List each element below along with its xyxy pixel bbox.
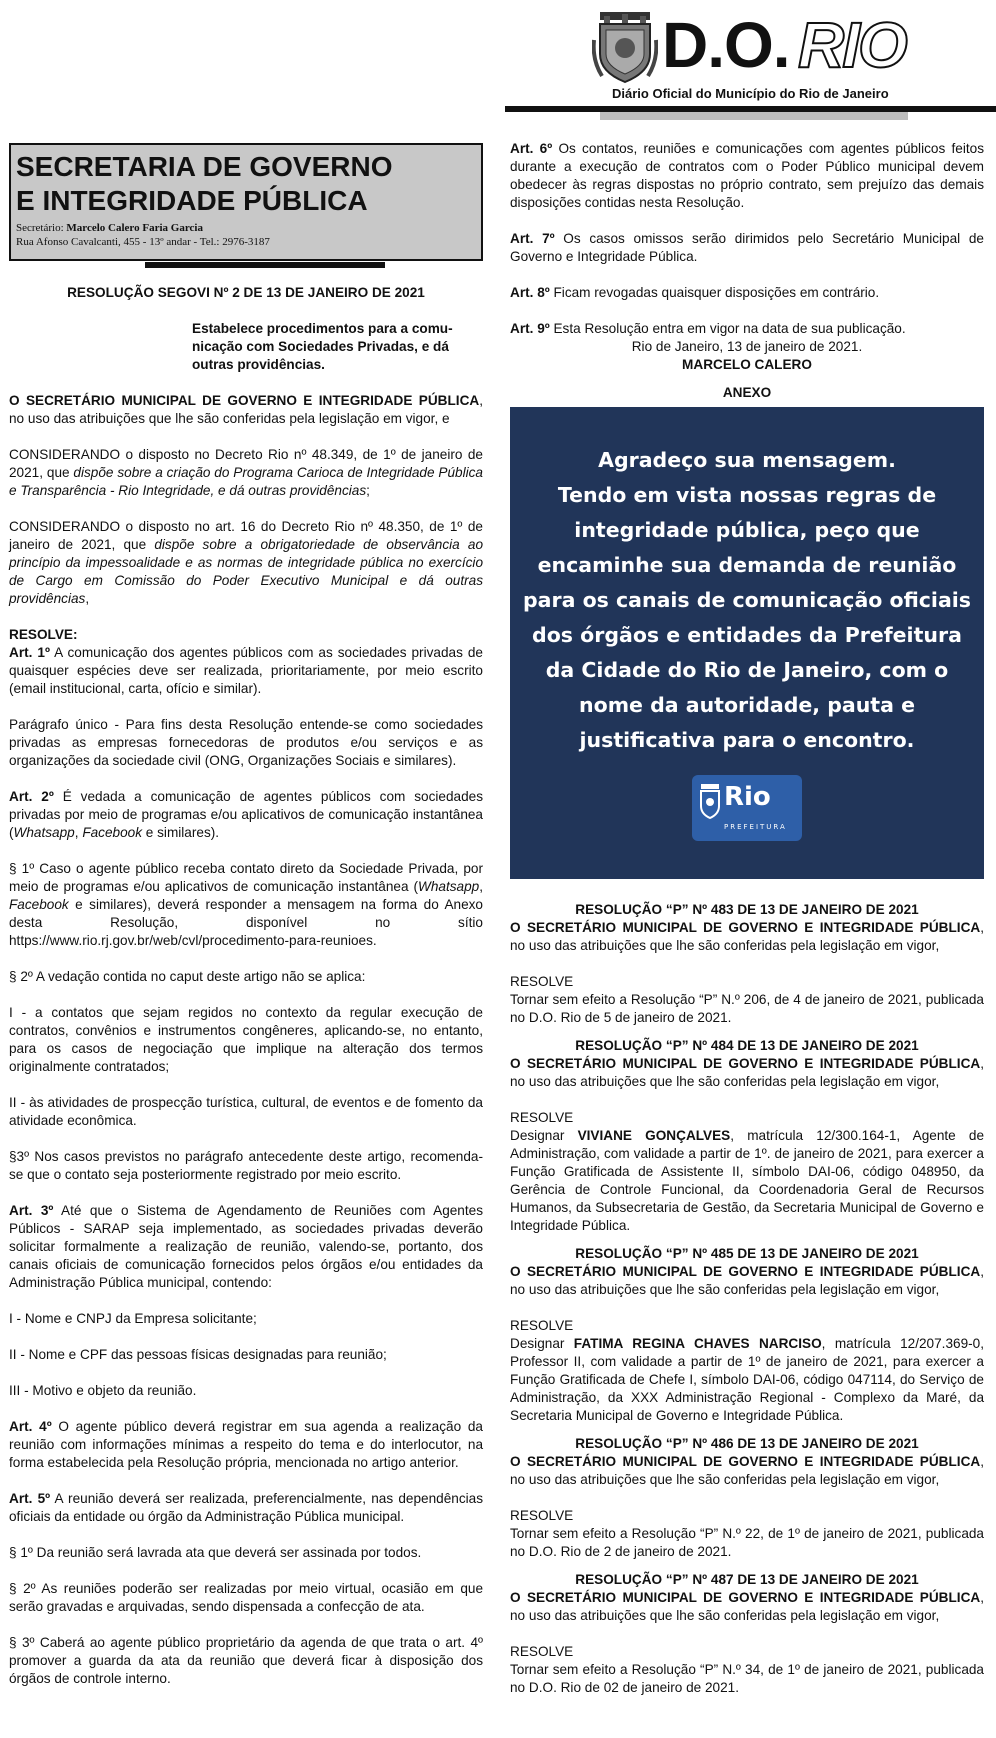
secretaria-title-line2: E INTEGRIDADE PÚBLICA — [16, 185, 368, 216]
art-2-inciso-i: I - a contatos que sejam regidos no contexto da regular execução de contratos, convênios e instrumentos congêneres, aplicando-se, no entanto, para os casos de negociação que implique na alteração dos termos originalmente contratados; — [9, 1005, 483, 1074]
art-5-par-2: § 2º As reuniões poderão ser realizadas por meio virtual, ocasião em que serão gravadas e arquivadas, sendo dispensada a confecção de ata. — [9, 1581, 483, 1614]
anexo-message-text — [520, 443, 974, 758]
anexo-line: dos órgãos e entidades da Prefeitura — [532, 623, 962, 647]
left-column — [9, 284, 483, 1688]
art-2: Art. 2º É vedada a comunicação de agentes públicos com sociedades privadas por meio de programas e/ou aplicativos de comunicação instantânea (Whatsapp, Facebook e similares). — [9, 789, 483, 840]
resolucao-ementa — [192, 320, 483, 374]
resolucao-485-resolve: RESOLVE — [510, 1318, 574, 1333]
art-7: Art. 7º Os casos omissos serão dirimidos pelo Secretário Municipal de Governo e Integridade Pública. — [510, 231, 984, 264]
anexo-line: encaminhe sua demanda de reunião — [537, 553, 957, 577]
art-3-inciso-i: I - Nome e CNPJ da Empresa solicitante; — [9, 1311, 257, 1326]
anexo-line: justificativa para o encontro. — [579, 728, 915, 752]
resolucao-487-intro: O SECRETÁRIO MUNICIPAL DE GOVERNO E INTEGRIDADE PÚBLICA, no uso das atribuições que lhe são conferidas pela legislação em vigor, — [510, 1590, 984, 1623]
resolucao-date: Rio de Janeiro, 13 de janeiro de 2021. — [631, 339, 863, 354]
rio-logo-sub: PREFEITURA — [724, 823, 787, 831]
secretaria-address: Rua Afonso Cavalcanti, 455 - 13º andar - Tel.: 2976-3187 — [16, 236, 270, 248]
resolucao-485-title: RESOLUÇÃO “P” Nº 485 DE 13 DE JANEIRO DE 2021 — [575, 1246, 919, 1261]
resolucao-484-title: RESOLUÇÃO “P” Nº 484 DE 13 DE JANEIRO DE 2021 — [575, 1038, 919, 1053]
anexo-line: Agradeço sua mensagem. — [598, 448, 896, 472]
resolucao-484-intro: O SECRETÁRIO MUNICIPAL DE GOVERNO E INTEGRIDADE PÚBLICA, no uso das atribuições que lhe são conferidas pela legislação em vigor, — [510, 1056, 984, 1089]
art-5-par-3: § 3º Caberá ao agente público proprietário da agenda de que trata o art. 4º promover a guarda da ata da reunião que deverá ficar à disposição dos órgãos de controle interno. — [9, 1635, 483, 1686]
considerando-1: CONSIDERANDO o disposto no Decreto Rio nº 48.349, de 1º de janeiro de 2021, que dispõe sobre a criação do Programa Carioca de Integridade Pública e Transparência - Rio Integridade, e dá outras providências; — [9, 447, 483, 498]
resolucao-487-resolve: RESOLVE — [510, 1644, 574, 1659]
resolve-label: RESOLVE: — [9, 627, 78, 642]
secretario-label: Secretário: — [16, 222, 64, 234]
right-column-top — [510, 140, 984, 402]
resolucao-title: RESOLUÇÃO SEGOVI Nº 2 DE 13 DE JANEIRO DE 2021 — [67, 285, 425, 300]
art-2-par-3: §3º Nos casos previstos no parágrafo antecedente deste artigo, recomenda-se que o contato seja posteriormente registrado por meio escrito. — [9, 1149, 483, 1182]
resolucao-487-body: Tornar sem efeito a Resolução “P” N.º 34, de 1º de janeiro de 2021, publicada no D.O. Rio de 02 de janeiro de 2021. — [510, 1662, 984, 1695]
right-column-bottom — [510, 901, 984, 1697]
art-5: Art. 5º A reunião deverá ser realizada, preferencialmente, nas dependências oficiais da entidade ou órgão da Administração Pública municipal. — [9, 1491, 483, 1524]
anexo-line: da Cidade do Rio de Janeiro, com o — [545, 658, 949, 682]
resolucao-intro: O SECRETÁRIO MUNICIPAL DE GOVERNO E INTEGRIDADE PÚBLICA, no uso das atribuições que lhe são conferidas pela legislação em vigor, e — [9, 393, 483, 426]
resolucao-486-intro: O SECRETÁRIO MUNICIPAL DE GOVERNO E INTEGRIDADE PÚBLICA, no uso das atribuições que lhe são conferidas pela legislação em vigor, — [510, 1454, 984, 1487]
anexo-line: integridade pública, peço que — [574, 518, 920, 542]
anexo-line: para os canais de comunicação oficiais — [522, 588, 972, 612]
art-5-par-1: § 1º Da reunião será lavrada ata que deverá ser assinada por todos. — [9, 1545, 422, 1560]
art-2-inciso-ii: II - às atividades de prospecção turística, cultural, de eventos e de fomento da atividade econômica. — [9, 1095, 483, 1128]
secretaria-underbar — [145, 262, 385, 268]
resolucao-483-resolve: RESOLVE — [510, 974, 574, 989]
art-6: Art. 6º Os contatos, reuniões e comunicações com agentes públicos feitos durante a execução de contratos com o Poder Público municipal devem obedecer às regras dispostas no próprio contrato, sem prejuízo das demais disposições contidas nesta Resolução. — [510, 141, 984, 210]
art-3: Art. 3º Até que o Sistema de Agendamento de Reuniões com Agentes Públicos - SARAP seja implementado, as sociedades privadas deverão solicitar formalmente a realização de reunião, valendo-se, portanto, dos canais oficiais de comunicação fornecidos pelos órgãos e/ou entidades da Administração Pública municipal, contendo: — [9, 1203, 484, 1290]
resolucao-486-resolve: RESOLVE — [510, 1508, 574, 1523]
considerando-2: CONSIDERANDO o disposto no art. 16 do Decreto Rio nº 48.350, de 1º de janeiro de 2021, que dispõe sobre a obrigatoriedade de observância ao princípio da impessoalidade e as normas de integridade pública no exercício de Cargo em Comissão do Poder Executivo Municipal e dá outras providências, — [9, 519, 484, 606]
anexo-label: ANEXO — [722, 385, 772, 400]
art-4: Art. 4º O agente público deverá registrar em sua agenda a realização da reunião com informações mínimas a respeito do tema e do interlocutor, na forma estabelecida pela Resolução própria, mencionada no artigo anterior. — [9, 1419, 483, 1470]
art-9: Art. 9º Esta Resolução entra em vigor na data de sua publicação. — [510, 321, 906, 336]
art-3-inciso-iii: III - Motivo e objeto da reunião. — [9, 1383, 197, 1398]
resolucao-484-body: Designar VIVIANE GONÇALVES, matrícula 12/300.164-1, Agente de Administração, com validade a partir de 1º. de janeiro de 2021, para exercer a Função Gratificada de Assistente II, símbolo DAI-06, código 048950, da Gerência de Controle Funcional, da Coordenadoria Geral de Recursos Humanos, da Subsecretaria de Gestão, da Secretaria Municipal de Governo e Integridade Pública. — [510, 1128, 985, 1233]
resolucao-485-intro: O SECRETÁRIO MUNICIPAL DE GOVERNO E INTEGRIDADE PÚBLICA, no uso das atribuições que lhe são conferidas pela legislação em vigor, — [510, 1264, 984, 1297]
art-8: Art. 8º Ficam revogadas quaisquer disposições em contrário. — [510, 285, 880, 300]
art-1: Art. 1º A comunicação dos agentes públicos com as sociedades privadas de quaisquer espécies deve ser realizada, prioritariamente, por meio escrito (email institucional, carta, ofício e similar). — [9, 645, 483, 696]
resolucao-486-title: RESOLUÇÃO “P” Nº 486 DE 13 DE JANEIRO DE 2021 — [575, 1436, 919, 1451]
ementa-line: outras providências. — [192, 357, 325, 372]
anexo-line: nome da autoridade, pauta e — [579, 693, 915, 717]
ementa-line: Estabelece procedimentos para a comu- — [192, 321, 453, 336]
rio-logo-word: Rio — [724, 782, 771, 812]
secretaria-title — [16, 150, 476, 218]
ementa-line: nicação com Sociedades Privadas, e dá — [192, 339, 449, 354]
resolucao-483-body: Tornar sem efeito a Resolução “P” N.º 206, de 4 de janeiro de 2021, publicada no D.O. Rio de 5 de janeiro de 2021. — [510, 992, 984, 1025]
masthead-rule-grey — [600, 112, 908, 120]
rio-logo-text: RIO — [798, 9, 906, 81]
resolucao-487-title: RESOLUÇÃO “P” Nº 487 DE 13 DE JANEIRO DE 2021 — [575, 1572, 919, 1587]
resolucao-484-resolve: RESOLVE — [510, 1110, 574, 1125]
art-2-par-1: § 1º Caso o agente público receba contato direto da Sociedade Privada, por meio de programas e/ou aplicativos de comunicação instantânea (Whatsapp, Facebook e similares), deverá responder a mensagem na forma do Anexo desta Resolução, disponível no sítio https://www.rio.rj.gov.br/web/cvl/procedimento-para-reunioes. — [9, 861, 483, 948]
paragrafo-unico: Parágrafo único - Para fins desta Resolução entende-se como sociedades privadas as empresas fornecedoras de produtos e/ou serviços e as organizações da sociedade civil (ONG, Organizações Sociais e similares). — [9, 717, 483, 768]
resolucao-486-body: Tornar sem efeito a Resolução “P” N.º 22, de 1º de janeiro de 2021, publicada no D.O. Rio de 2 de janeiro de 2021. — [510, 1526, 984, 1559]
secretaria-info — [16, 221, 270, 249]
masthead-subtitle: Diário Oficial do Município do Rio de Janeiro — [612, 86, 889, 101]
anexo-line: Tendo em vista nossas regras de — [557, 483, 937, 507]
art-3-inciso-ii: II - Nome e CPF das pessoas físicas designadas para reunião; — [9, 1347, 387, 1362]
resolucao-485-body: Designar FATIMA REGINA CHAVES NARCISO, matrícula 12/207.369-0, Professor II, com validade a partir de 1º de janeiro de 2021, para exercer a Função Gratificada de Chefe I, símbolo DAI-06, código 047114, do Serviço de Administração, da XXX Administração Regional - Complexo da Maré, da Secretaria Municipal de Governo e Integridade Pública. — [510, 1336, 984, 1423]
art-2-par-2: § 2º A vedação contida no caput deste artigo não se aplica: — [9, 969, 366, 984]
rio-crest-icon — [698, 782, 722, 820]
resolucao-483-intro: O SECRETÁRIO MUNICIPAL DE GOVERNO E INTEGRIDADE PÚBLICA, no uso das atribuições que lhe são conferidas pela legislação em vigor, — [510, 920, 984, 953]
rio-coat-of-arms-icon — [592, 10, 658, 86]
resolucao-483-title: RESOLUÇÃO “P” Nº 483 DE 13 DE JANEIRO DE 2021 — [575, 902, 919, 917]
signer-name: MARCELO CALERO — [682, 357, 812, 372]
do-logo-text: D.O. — [662, 9, 790, 81]
secretaria-title-line1: SECRETARIA DE GOVERNO — [16, 151, 393, 182]
secretario-name: Marcelo Calero Faria Garcia — [66, 222, 203, 234]
